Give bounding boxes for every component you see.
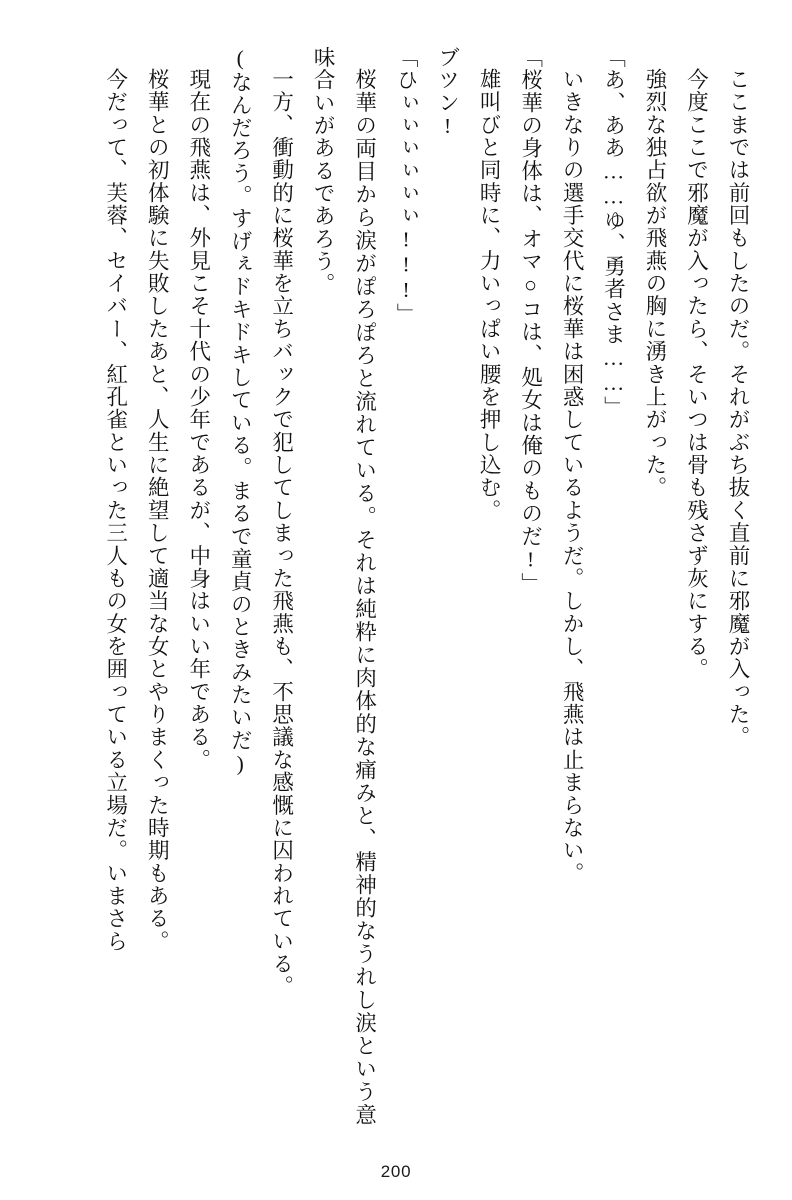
paragraph: 強烈な独占欲が飛燕の胸に湧き上がった。	[643, 67, 668, 499]
paragraph-thought: (なんだろう。すげぇドキドキしている。まるで童貞のときみたいだ)	[228, 46, 253, 777]
page-number: 200	[380, 1162, 412, 1181]
paragraph-sfx: ブツン!	[435, 46, 460, 140]
paragraph-dialogue: 「あ、ああ……ゆ、勇者さま……」	[601, 46, 626, 419]
paragraph: 今だって、芙蓉、セイバー、紅孔雀といった三人もの女を囲っている立場だ。いまさら	[103, 67, 128, 953]
paragraph: 今度ここで邪魔が入ったら、そいつは骨も残さず灰にする。	[684, 67, 709, 680]
paragraph: いきなりの選手交代に桜華は困惑しているようだ。しかし、飛燕は止まらない。	[560, 67, 585, 885]
vertical-text-body	[32, 46, 758, 1126]
paragraph: 一方、衝動的に桜華を立ちバックで犯してしまった飛燕も、不思議な感慨に囚われている。	[269, 67, 294, 998]
paragraph: 現在の飛燕は、外見こそ十代の少年であるが、中身はいい年である。	[186, 67, 211, 771]
paragraph-dialogue: 「桜華の身体は、オマ○コは、処女は俺のものだ!」	[518, 46, 543, 596]
paragraph: 桜華との初体験に失敗したあと、人生に絶望して適当な女とやりまくった時期もある。	[145, 67, 170, 953]
paragraph: ここまでは前回もしたのだ。それがぶち抜く直前に邪魔が入った。	[726, 67, 750, 748]
paragraph: 桜華の両目から涙がぽろぽろと流れている。それは純粋に肉体的な痛みと、精神的なうれし涙という意味合いがあるであろう。	[311, 46, 377, 1126]
paragraph: 雄叫びと同時に、力いっぱい腰を押し込む。	[477, 67, 502, 522]
paragraph-dialogue: 「ひぃぃぃぃぃぃ!!!」	[394, 46, 419, 326]
